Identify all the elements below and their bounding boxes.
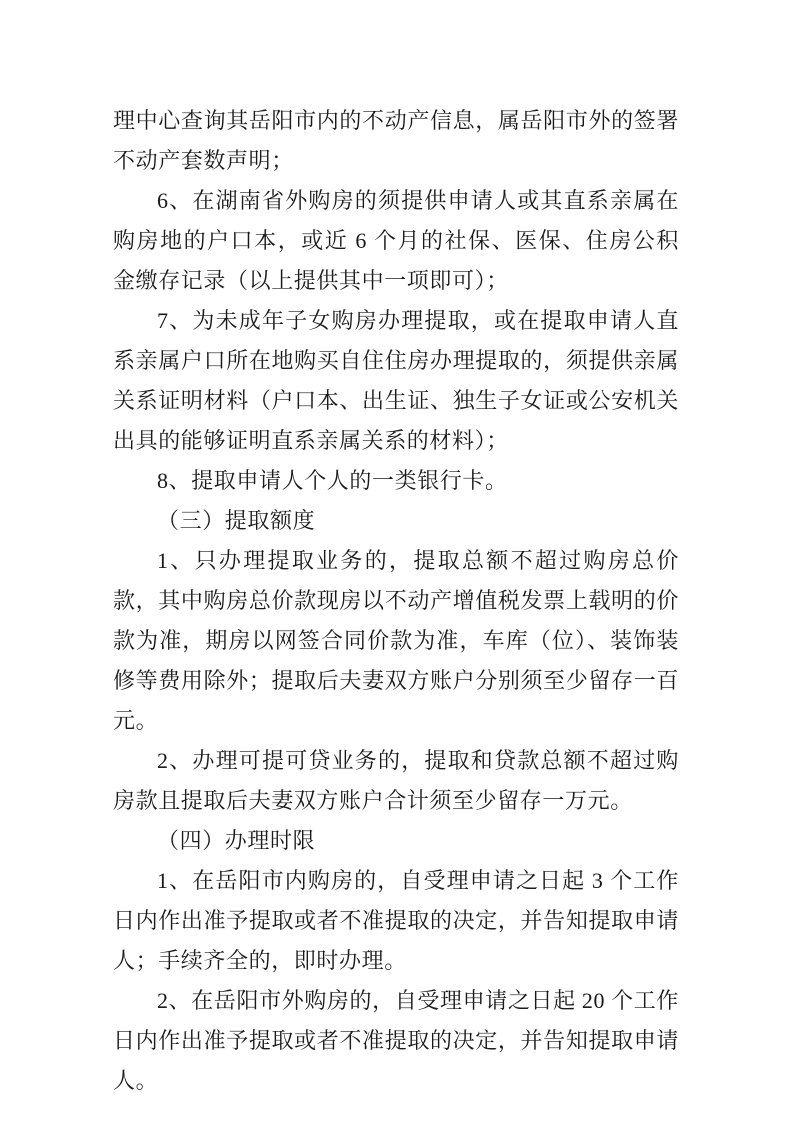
document-body	[113, 101, 679, 1101]
paragraph: 7、为未成年子女购房办理提取，或在提取申请人直系亲属户口所在地购买自住住房办理提取的，须提供亲属关系证明材料（户口本、出生证、独生子女证或公安机关出具的能够证明直系亲属关系的材料）；	[113, 308, 679, 453]
paragraph: 1、只办理提取业务的，提取总额不超过购房总价款，其中购房总价款现房以不动产增值税发票上载明的价款为准，期房以网签合同价款为准，车库（位）、装饰装修等费用除外；提取后夫妻双方账户分别须至少留存一百元。	[113, 548, 679, 733]
paragraph: 1、在岳阳市内购房的，自受理申请之日起 3 个工作日内作出准予提取或者不准提取的决定，并告知提取申请人；手续齐全的，即时办理。	[113, 868, 679, 973]
paragraph: 8、提取申请人个人的一类银行卡。	[157, 468, 508, 493]
paragraph: （四）办理时限	[157, 828, 316, 853]
paragraph: 6、在湖南省外购房的须提供申请人或其直系亲属在购房地的户口本，或近 6 个月的社保、医保、住房公积金缴存记录（以上提供其中一项即可）；	[113, 188, 679, 293]
paragraph: （三）提取额度	[157, 508, 316, 533]
paragraph: 2、办理可提可贷业务的，提取和贷款总额不超过购房款且提取后夫妻双方账户合计须至少留存一万元。	[113, 748, 679, 813]
paragraph: 2、在岳阳市外购房的，自受理申请之日起 20 个工作日内作出准予提取或者不准提取的决定，并告知提取申请人。	[113, 988, 679, 1093]
paragraph: 理中心查询其岳阳市内的不动产信息，属岳阳市外的签署不动产套数声明；	[113, 108, 679, 173]
